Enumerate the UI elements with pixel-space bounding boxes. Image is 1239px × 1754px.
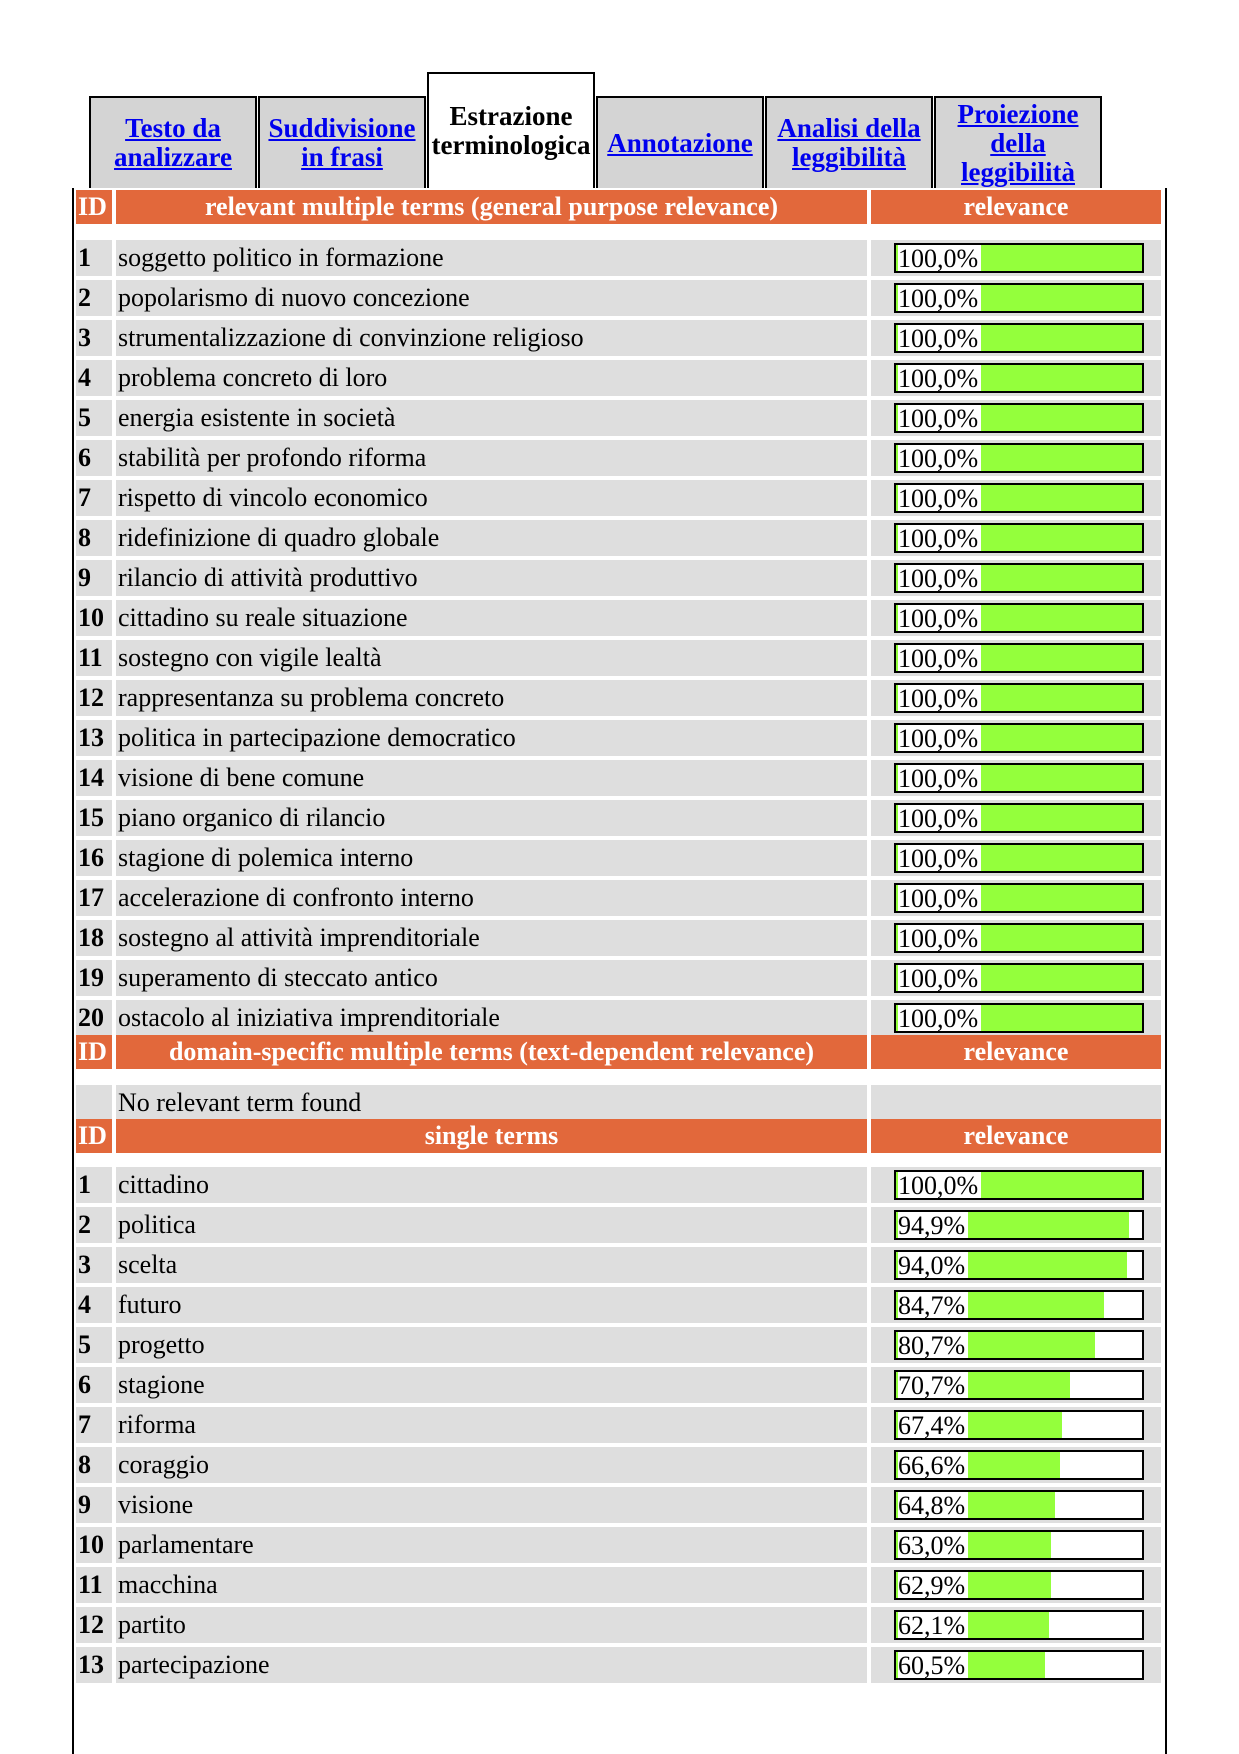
relevance-cell [871, 1647, 1161, 1683]
relevance-value: 62,1% [898, 1612, 968, 1638]
row-id: 11 [76, 640, 112, 676]
relevance-bar [894, 843, 1144, 873]
tab-link[interactable]: Annotazione [607, 127, 753, 158]
term-text: macchina [116, 1567, 867, 1603]
relevance-bar [894, 563, 1144, 593]
relevance-bar [894, 723, 1144, 753]
row-id: 15 [76, 800, 112, 836]
relevance-cell [871, 1407, 1161, 1443]
tab-proiezione-leggibilita[interactable] [934, 96, 1102, 188]
term-text: ridefinizione di quadro globale [116, 520, 867, 556]
tab-testo-da-analizzare[interactable] [89, 96, 257, 188]
id-column-header: ID [76, 190, 112, 224]
relevance-cell [871, 1085, 1161, 1121]
relevance-column-header: relevance [871, 1119, 1161, 1153]
relevance-value: 64,8% [898, 1492, 968, 1518]
tab-suddivisione-in-frasi[interactable] [258, 96, 426, 188]
relevance-cell [871, 480, 1161, 516]
term-text: politica in partecipazione democratico [116, 720, 867, 756]
relevance-cell [871, 920, 1161, 956]
relevance-bar [894, 1570, 1144, 1600]
relevance-bar [894, 483, 1144, 513]
relevance-cell [871, 320, 1161, 356]
relevance-cell [871, 1000, 1161, 1036]
term-text: visione [116, 1487, 867, 1523]
row-id: 19 [76, 960, 112, 996]
row-id: 9 [76, 1487, 112, 1523]
row-id: 16 [76, 840, 112, 876]
relevance-bar [894, 683, 1144, 713]
row-id: 7 [76, 1407, 112, 1443]
term-text: scelta [116, 1247, 867, 1283]
relevance-cell [871, 760, 1161, 796]
tab-link[interactable]: Suddivisione in frasi [268, 113, 416, 172]
term-text: partito [116, 1607, 867, 1643]
term-text: popolarismo di nuovo concezione [116, 280, 867, 316]
relevance-cell [871, 1247, 1161, 1283]
relevance-cell [871, 960, 1161, 996]
row-id: 1 [76, 1167, 112, 1203]
section-title: single terms [116, 1119, 867, 1153]
row-id: 2 [76, 1207, 112, 1243]
id-column-header: ID [76, 1035, 112, 1069]
relevance-cell [871, 240, 1161, 276]
row-id: 3 [76, 320, 112, 356]
relevance-cell [871, 520, 1161, 556]
relevance-bar [894, 1490, 1144, 1520]
relevance-bar [894, 1210, 1144, 1240]
relevance-value: 100,0% [898, 925, 981, 951]
relevance-cell [871, 640, 1161, 676]
tab-bar [0, 0, 1239, 200]
relevance-value: 100,0% [898, 245, 981, 271]
relevance-bar [894, 1170, 1144, 1200]
row-id: 4 [76, 360, 112, 396]
row-id: 18 [76, 920, 112, 956]
relevance-bar [894, 363, 1144, 393]
relevance-value: 100,0% [898, 325, 981, 351]
row-id: 13 [76, 720, 112, 756]
relevance-bar [894, 923, 1144, 953]
relevance-value: 100,0% [898, 525, 981, 551]
relevance-value: 100,0% [898, 685, 981, 711]
term-text: strumentalizzazione di convinzione religioso [116, 320, 867, 356]
term-text: parlamentare [116, 1527, 867, 1563]
relevance-value: 100,0% [898, 885, 981, 911]
row-id: 9 [76, 560, 112, 596]
tab-estrazione-terminologica[interactable] [427, 72, 595, 188]
relevance-value: 94,9% [898, 1212, 968, 1238]
row-id: 4 [76, 1287, 112, 1323]
relevance-bar [894, 803, 1144, 833]
term-text: progetto [116, 1327, 867, 1363]
relevance-bar [894, 1370, 1144, 1400]
relevance-cell [871, 1367, 1161, 1403]
relevance-bar [894, 603, 1144, 633]
tab-link[interactable]: Testo da analizzare [114, 113, 232, 172]
relevance-bar [894, 283, 1144, 313]
row-id: 8 [76, 520, 112, 556]
row-id: 2 [76, 280, 112, 316]
term-text: partecipazione [116, 1647, 867, 1683]
relevance-value: 63,0% [898, 1532, 968, 1558]
relevance-cell [871, 1327, 1161, 1363]
term-text: politica [116, 1207, 867, 1243]
relevance-cell [871, 1567, 1161, 1603]
relevance-value: 70,7% [898, 1372, 968, 1398]
relevance-value: 100,0% [898, 445, 981, 471]
relevance-value: 100,0% [898, 765, 981, 791]
relevance-cell [871, 800, 1161, 836]
tab-analisi-leggibilita[interactable] [765, 96, 933, 188]
tab-label: Estrazione terminologica [431, 101, 591, 160]
relevance-value: 100,0% [898, 965, 981, 991]
row-id: 5 [76, 400, 112, 436]
relevance-value: 80,7% [898, 1332, 968, 1358]
row-id: 6 [76, 440, 112, 476]
row-id: 13 [76, 1647, 112, 1683]
relevance-cell [871, 680, 1161, 716]
relevance-bar [894, 1290, 1144, 1320]
relevance-value: 100,0% [898, 285, 981, 311]
row-id: 17 [76, 880, 112, 916]
term-text: sostegno al attività imprenditoriale [116, 920, 867, 956]
term-text: stagione di polemica interno [116, 840, 867, 876]
row-id: 11 [76, 1567, 112, 1603]
relevance-cell [871, 600, 1161, 636]
term-text: riforma [116, 1407, 867, 1443]
relevance-bar [894, 1410, 1144, 1440]
relevance-bar [894, 1610, 1144, 1640]
row-id: 10 [76, 1527, 112, 1563]
relevance-cell [871, 400, 1161, 436]
term-text: piano organico di rilancio [116, 800, 867, 836]
relevance-value: 66,6% [898, 1452, 968, 1478]
term-text: stabilità per profondo riforma [116, 440, 867, 476]
relevance-value: 100,0% [898, 605, 981, 631]
relevance-bar [894, 403, 1144, 433]
relevance-value: 94,0% [898, 1252, 968, 1278]
tab-annotazione[interactable] [596, 96, 764, 188]
relevance-cell [871, 1167, 1161, 1203]
relevance-value: 100,0% [898, 485, 981, 511]
relevance-bar [894, 1003, 1144, 1033]
relevance-value: 100,0% [898, 725, 981, 751]
row-id: 5 [76, 1327, 112, 1363]
id-column-header: ID [76, 1119, 112, 1153]
relevance-value: 100,0% [898, 565, 981, 591]
term-text: coraggio [116, 1447, 867, 1483]
relevance-bar [894, 963, 1144, 993]
relevance-column-header: relevance [871, 190, 1161, 224]
term-text: cittadino [116, 1167, 867, 1203]
relevance-cell [871, 840, 1161, 876]
relevance-cell [871, 280, 1161, 316]
relevance-value: 100,0% [898, 1172, 981, 1198]
row-id: 1 [76, 240, 112, 276]
relevance-cell [871, 560, 1161, 596]
relevance-bar [894, 443, 1144, 473]
relevance-cell [871, 880, 1161, 916]
relevance-value: 84,7% [898, 1292, 968, 1318]
row-id: 6 [76, 1367, 112, 1403]
row-id: 7 [76, 480, 112, 516]
relevance-bar [894, 323, 1144, 353]
empty-message: No relevant term found [116, 1085, 867, 1121]
tab-link[interactable]: Analisi della leggibilità [777, 113, 921, 172]
relevance-cell [871, 1487, 1161, 1523]
id-cell [76, 1085, 112, 1121]
relevance-value: 100,0% [898, 645, 981, 671]
relevance-bar [894, 1450, 1144, 1480]
term-text: accelerazione di confronto interno [116, 880, 867, 916]
term-text: superamento di steccato antico [116, 960, 867, 996]
relevance-value: 62,9% [898, 1572, 968, 1598]
row-id: 8 [76, 1447, 112, 1483]
relevance-bar [894, 523, 1144, 553]
row-id: 20 [76, 1000, 112, 1036]
relevance-cell [871, 1207, 1161, 1243]
term-text: stagione [116, 1367, 867, 1403]
relevance-value: 100,0% [898, 365, 981, 391]
term-text: soggetto politico in formazione [116, 240, 867, 276]
term-text: cittadino su reale situazione [116, 600, 867, 636]
relevance-bar [894, 1330, 1144, 1360]
relevance-value: 100,0% [898, 805, 981, 831]
relevance-cell [871, 720, 1161, 756]
relevance-bar [894, 1650, 1144, 1680]
relevance-bar [894, 883, 1144, 913]
relevance-cell [871, 1447, 1161, 1483]
section-title: domain-specific multiple terms (text-dependent relevance) [116, 1035, 867, 1069]
relevance-value: 100,0% [898, 1005, 981, 1031]
row-id: 12 [76, 1607, 112, 1643]
relevance-bar [894, 1530, 1144, 1560]
relevance-cell [871, 360, 1161, 396]
relevance-column-header: relevance [871, 1035, 1161, 1069]
relevance-value: 67,4% [898, 1412, 968, 1438]
relevance-bar [894, 243, 1144, 273]
relevance-cell [871, 1287, 1161, 1323]
relevance-cell [871, 1607, 1161, 1643]
relevance-bar [894, 643, 1144, 673]
relevance-bar [894, 1250, 1144, 1280]
relevance-value: 60,5% [898, 1652, 968, 1678]
relevance-bar [894, 763, 1144, 793]
section-title: relevant multiple terms (general purpose relevance) [116, 190, 867, 224]
relevance-value: 100,0% [898, 405, 981, 431]
term-text: rilancio di attività produttivo [116, 560, 867, 596]
term-text: futuro [116, 1287, 867, 1323]
term-text: visione di bene comune [116, 760, 867, 796]
row-id: 12 [76, 680, 112, 716]
term-text: rispetto di vincolo economico [116, 480, 867, 516]
relevance-value: 100,0% [898, 845, 981, 871]
term-text: ostacolo al iniziativa imprenditoriale [116, 1000, 867, 1036]
term-text: energia esistente in società [116, 400, 867, 436]
relevance-cell [871, 440, 1161, 476]
relevance-cell [871, 1527, 1161, 1563]
tab-link[interactable]: Proiezione della leggibilità [957, 98, 1079, 187]
row-id: 10 [76, 600, 112, 636]
term-text: problema concreto di loro [116, 360, 867, 396]
term-text: sostegno con vigile lealtà [116, 640, 867, 676]
row-id: 14 [76, 760, 112, 796]
term-text: rappresentanza su problema concreto [116, 680, 867, 716]
row-id: 3 [76, 1247, 112, 1283]
